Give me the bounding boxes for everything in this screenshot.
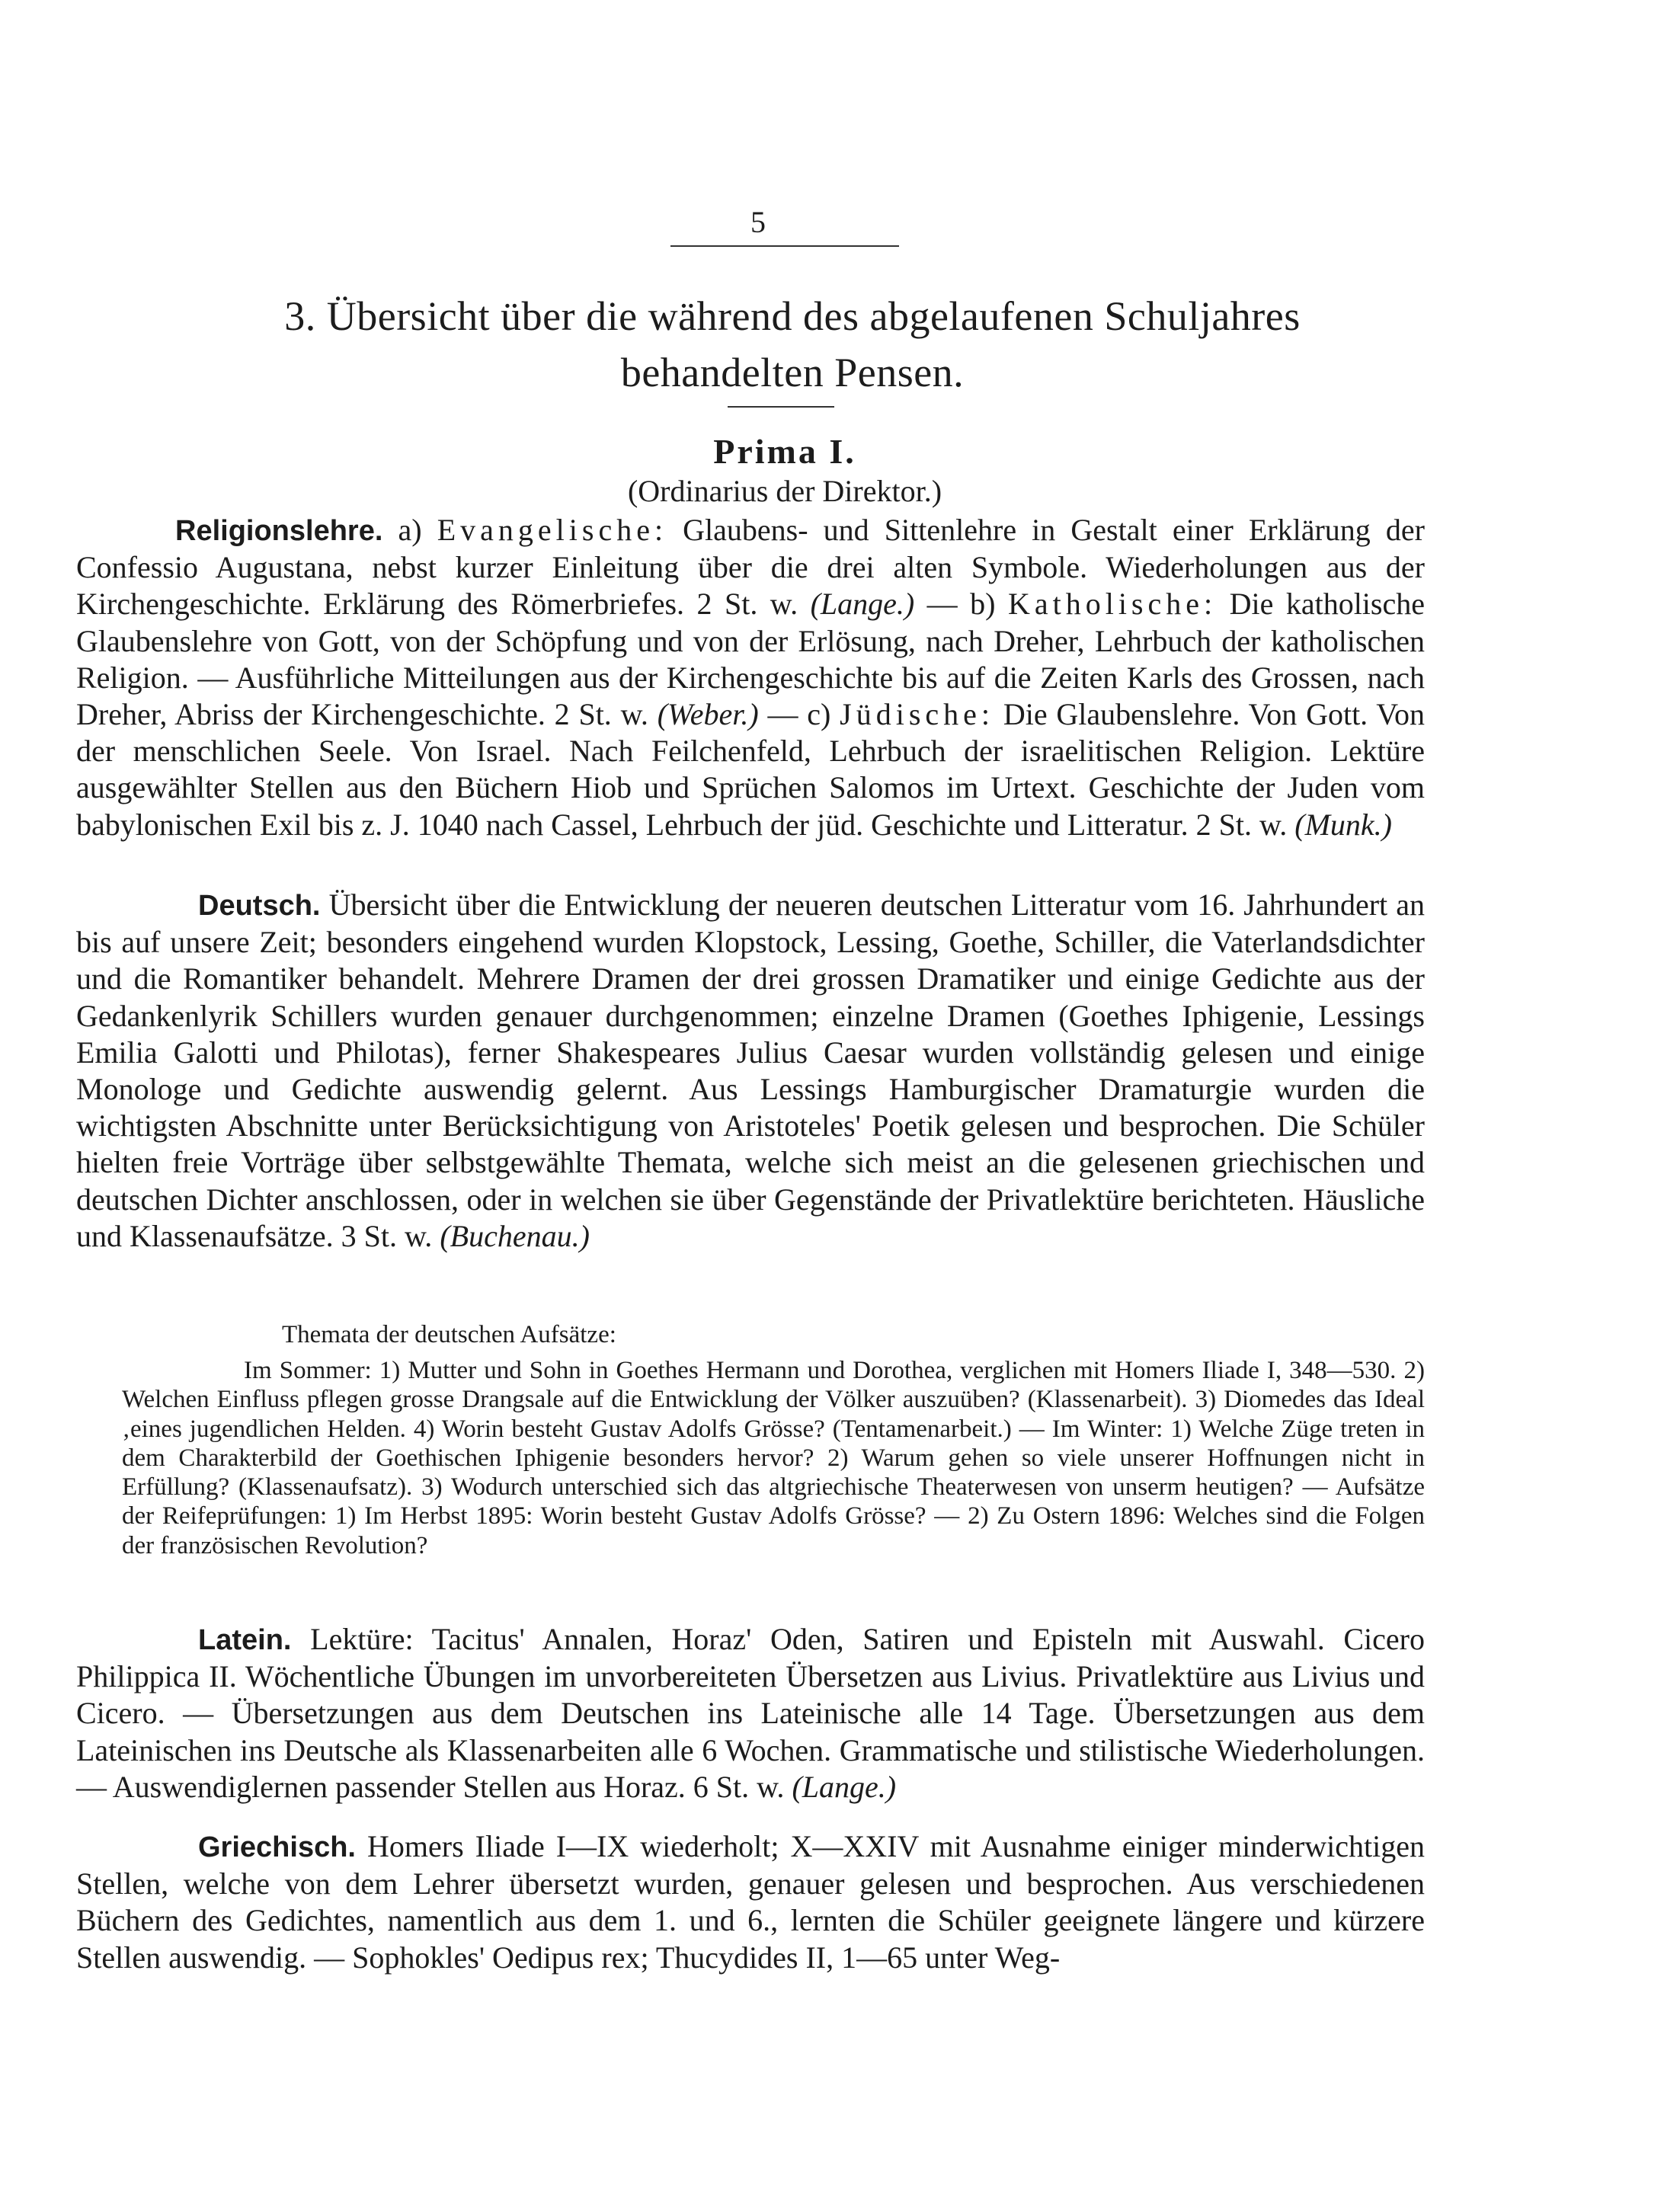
- teacher-lange: (Lange.): [810, 587, 915, 622]
- griechisch-heading: Griechisch.: [198, 1831, 356, 1863]
- evangelisch-label: Evangelische:: [437, 513, 668, 547]
- section-title-line1: 3. Übersicht über die während des abgelaufenen Schuljahres: [284, 293, 1301, 339]
- class-subtitle: (Ordinarius der Direktor.): [627, 474, 942, 508]
- themata-heading: Themata der deutschen Aufsätze:: [282, 1321, 616, 1348]
- title-rule: [728, 406, 834, 408]
- class-title: Prima I.: [713, 432, 856, 471]
- deutsch-paragraph: Deutsch. Übersicht über die Entwicklung der neueren deutschen Litteratur vom 16. Jahrhundert an bis auf unsere Zeit; besonders eingehend wurden Klopstock, Lessing, Goethe, Schiller, die Vaterlandsdichter und die Romantiker behandelt. Mehrere Dramen der drei grossen Dramatiker und einige Gedichte aus der Gedankenlyrik Schillers wurden genauer durchgenommen; einzelne Dramen (Goethes Iphigenie, Lessings Emilia Galotti und Philotas), ferner Shakespeares Julius Caesar wurden vollständig gelesen und einige Monologe und Gedichte auswendig gelernt. Aus Lessings Hamburgischer Dramaturgie wurden die wichtigsten Abschnitte unter Berücksichtigung von Aristoteles' Poetik gelesen und besprochen. Die Schüler hielten freie Vorträge über selbstgewählte Themata, welche sich meist an die gelesenen griechischen und deutschen Dichter anschlossen, oder in welchen sie über Gegenstände der Privatlektüre berichteten. Häusliche und Klassenaufsätze. 3 St. w. (Buchenau.): [76, 888, 1425, 1253]
- section-title-line2: behandelten Pensen.: [620, 350, 965, 395]
- latein-heading: Latein.: [198, 1624, 292, 1656]
- teacher-weber: (Weber.): [657, 697, 759, 732]
- deutsch-heading: Deutsch.: [198, 890, 321, 922]
- katholisch-label: Katholische:: [1007, 587, 1218, 622]
- teacher-munk: (Munk.): [1294, 807, 1392, 842]
- page-number: 5: [750, 205, 766, 239]
- section-title: [229, 288, 1356, 401]
- teacher-lange-latein: (Lange.): [792, 1769, 897, 1804]
- teacher-buchenau: (Buchenau.): [440, 1218, 590, 1253]
- latein-paragraph: Latein. Lektüre: Tacitus' Annalen, Horaz' Oden, Satiren und Episteln mit Auswahl. Cicero Philippica II. Wöchentliche Übungen im unvorbereiteten Übersetzen aus Livius. Privatlektüre aus Livius und Cicero. — Übersetzungen aus dem Deutschen ins Lateinische alle 14 Tage. Übersetzungen aus dem Lateinischen ins Deutsche als Klassenarbeiten alle 6 Wochen. Grammatische und stilistische Wiederholungen. — Auswendiglernen passender Stellen aus Horaz. 6 St. w. (Lange.): [76, 1622, 1425, 1804]
- juedisch-label: Jüdische:: [840, 697, 995, 732]
- griechisch-paragraph: Griechisch. Homers Iliade I—IX wiederholt; X—XXIV mit Ausnahme einiger minderwichtigen Stellen, welche von dem Lehrer übersetzt wurden, genauer gelesen und besprochen. Aus verschiedenen Büchern des Gedichtes, namentlich aus dem 1. und 6., lernten die Schüler geeignete längere und kürzere Stellen auswendig. — Sophokles' Oedipus rex; Thucydides II, 1—65 unter Weg-: [76, 1829, 1425, 1975]
- top-rule: [670, 245, 899, 247]
- themata-paragraph: Im Sommer: 1) Mutter und Sohn in Goethes Hermann und Dorothea, verglichen mit Homers Iliade I, 348—530. 2) Welchen Einfluss pflegen grosse Drangsale auf die Entwicklung der Völker auszuüben? (Klassenarbeit). 3) Diomedes das Ideal ‚eines jugendlichen Helden. 4) Worin besteht Gustav Adolfs Grösse? (Tentamenarbeit.) — Im Winter: 1) Welche Züge treten in dem Charakterbild der Goethischen Iphigenie besonders hervor? 2) Warum gehen so viele unserer Hoffnungen nicht in Erfüllung? (Klassenaufsatz). 3) Wodurch unterschied sich das altgriechische Theaterwesen von unserm heutigen? — Aufsätze der Reifeprüfungen: 1) Im Herbst 1895: Worin besteht Gustav Adolfs Grösse? — 2) Zu Ostern 1896: Welches sind die Folgen der französischen Revolution?: [122, 1357, 1425, 1559]
- religion-heading: Religionslehre.: [175, 515, 383, 547]
- religion-paragraph: Religionslehre. a) Evangelische: Glaubens- und Sittenlehre in Gestalt einer Erklärung der Confessio Augustana, nebst kurzer Einleitung über die drei alten Symbole. Wiederholungen aus der Kirchengeschichte. Erklärung des Römerbriefes. 2 St. w. (Lange.) — b) Katholische: Die katholische Glaubenslehre von Gott, von der Schöpfung und von der Erlösung, nach Dreher, Lehrbuch der katholischen Religion. — Ausführliche Mitteilungen aus der Kirchengeschichte bis auf die Zeiten Karls des Grossen, nach Dreher, Abriss der Kirchengeschichte. 2 St. w. (Weber.) — c) Jüdische: Die Glaubenslehre. Von Gott. Von der menschlichen Seele. Von Israel. Nach Feilchenfeld, Lehrbuch der israelitischen Religion. Lektüre ausgewählter Stellen aus den Büchern Hiob und Sprüchen Salomos im Urtext. Geschichte der Juden vom babylonischen Exil bis z. J. 1040 nach Cassel, Lehrbuch der jüd. Geschichte und Litteratur. 2 St. w. (Munk.): [76, 513, 1425, 842]
